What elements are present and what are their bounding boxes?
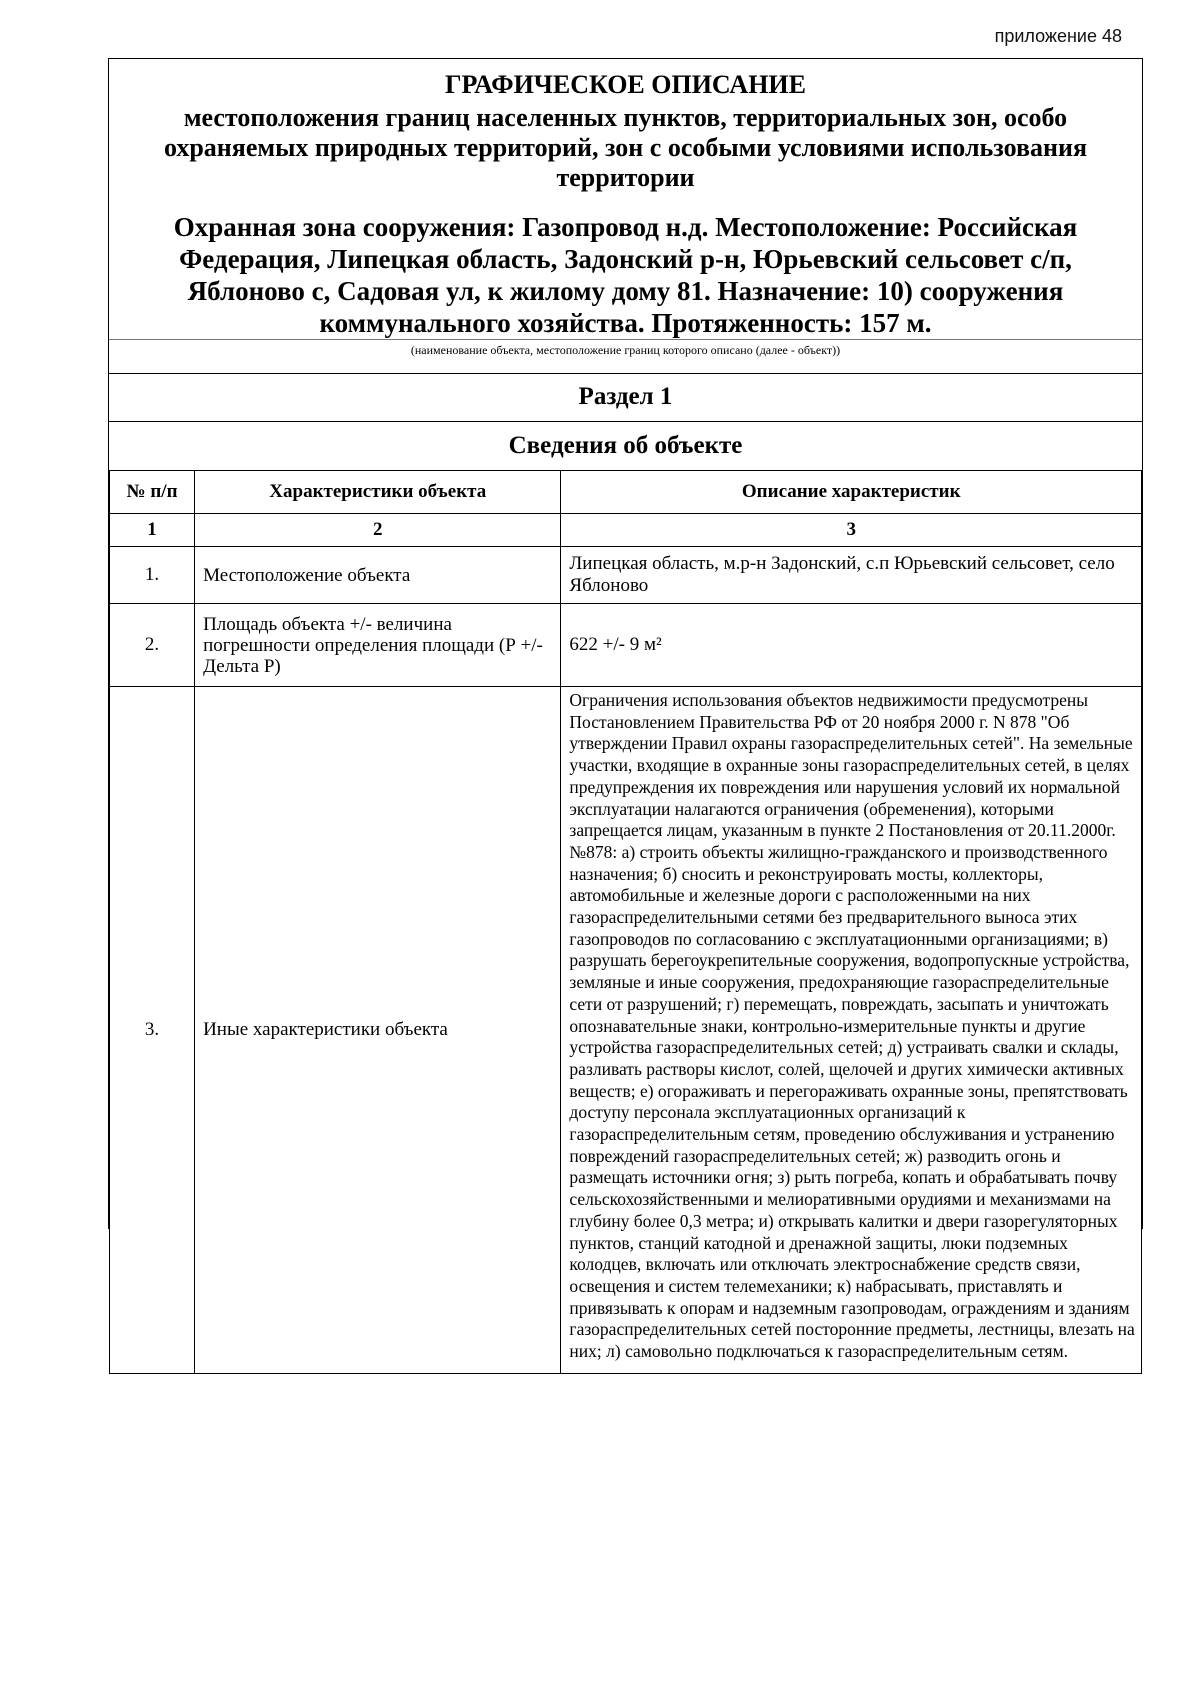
document-frame: [108, 58, 1143, 1362]
characteristic-value: Липецкая область, м.р-н Задонский, с.п Юрьевский сельсовет, село Яблоново: [561, 547, 1142, 604]
document-subtitle: местоположения границ населенных пунктов, территориальных зон, особо охраняемых природных территорий, зон с особыми условиями использования территории: [163, 103, 1088, 192]
object-info-table: [109, 470, 1142, 1374]
appendix-label: приложение 48: [994, 26, 1122, 46]
row-number: 2.: [110, 604, 195, 687]
column-number: 3: [561, 514, 1142, 547]
divider: [109, 339, 1142, 340]
table-row: [110, 687, 1142, 1374]
characteristic-value: 622 +/- 9 м²: [561, 604, 1142, 687]
column-number: 2: [195, 514, 561, 547]
column-header: Описание характеристик: [561, 471, 1142, 514]
column-header: № п/п: [110, 471, 195, 514]
characteristic-name: Иные характеристики объекта: [195, 687, 561, 1374]
table-row: [110, 547, 1142, 604]
object-caption: (наименование объекта, местоположение границ которого описано (далее - объект)): [410, 343, 841, 357]
column-number: 1: [110, 514, 195, 547]
section-subtitle: Сведения об объекте: [508, 432, 743, 459]
column-header: Характеристики объекта: [195, 471, 561, 514]
document-title: ГРАФИЧЕСКОЕ ОПИСАНИЕ: [445, 70, 806, 99]
document-header: [109, 59, 1142, 339]
section-title: Раздел 1: [578, 383, 673, 410]
table-row: [110, 604, 1142, 687]
characteristic-name: Местоположение объекта: [195, 547, 561, 604]
object-name: Охранная зона сооружения: Газопровод н.д. Местоположение: Российская Федерация, Липецкая область, Задонский р-н, Юрьевский сельсовет с/п, Яблоново с, Садовая ул, к жилому дому 81. Назначение: 10) сооружения коммунального хозяйства. Протяженность: 157 м.: [173, 212, 1078, 338]
characteristic-value: Ограничения использования объектов недвижимости предусмотрены Постановлением Правительства РФ от 20 ноября 2000 г. N 878 "Об утверждении Правил охраны газораспределительных сетей". На земельные участки, входящие в охранные зоны газораспределительных сетей, в целях предупреждения их повреждения или нарушения условий их нормальной эксплуатации налагаются ограничения (обременения), которыми запрещается лицам, указанным в пункте 2 Постановления от 20.11.2000г. №878: а) строить объекты жилищно-гражданского и производственного назначения; б) сносить и реконструировать мосты, коллекторы, автомобильные и железные дороги с расположенными на них газораспределительными сетями без предварительного выноса этих газопроводов по согласованию с эксплуатационными организациями; в) разрушать берегоукрепительные сооружения, водопропускные устройства, земляные и иные сооружения, предохраняющие газораспределительные сети от разрушений; г) перемещать, повреждать, засыпать и уничтожать опознавательные знаки, контрольно-измерительные пункты и другие устройства газораспределительных сетей; д) устраивать свалки и склады, разливать растворы кислот, солей, щелочей и других химически активных веществ; е) огораживать и перегораживать охранные зоны, препятствовать доступу персонала эксплуатационных организаций к газораспределительным сетям, проведению обслуживания и устранению повреждений газораспределительных сетей; ж) разводить огонь и размещать источники огня; з) рыть погреба, копать и обрабатывать почву сельскохозяйственными и мелиоративными орудиями и механизмами на глубину более 0,3 метра; и) открывать калитки и двери газорегуляторных пунктов, станций катодной и дренажной защиты, люки подземных колодцев, включать или отключать электроснабжение средств связи, освещения и систем телемеханики; к) набрасывать, приставлять и привязывать к опорам и надземным газопроводам, ограждениям и зданиям газораспределительных сетей посторонние предметы, лестницы, влезать на них; л) самовольно подключаться к газораспределительным сетям.: [561, 687, 1142, 1374]
table-header-row: [110, 471, 1142, 514]
column-number-row: [110, 514, 1142, 547]
characteristic-name: Площадь объекта +/- величина погрешности определения площади (Р +/- Дельта Р): [195, 604, 561, 687]
row-number: 3.: [110, 687, 195, 1374]
row-number: 1.: [110, 547, 195, 604]
